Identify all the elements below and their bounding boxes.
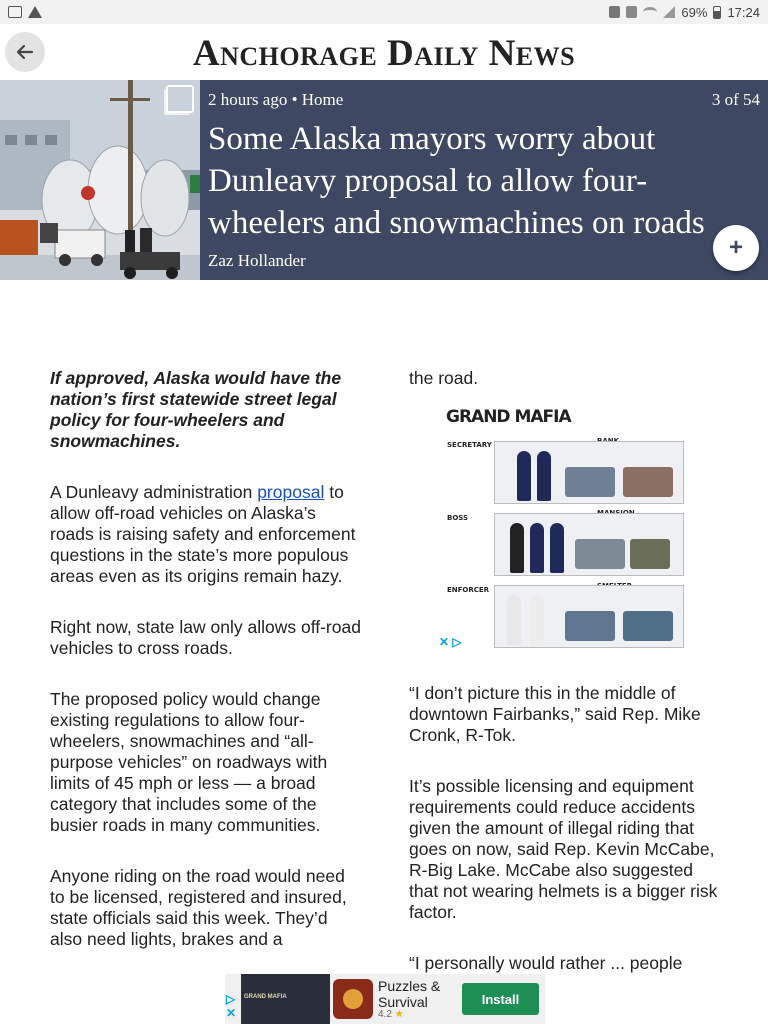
banner-thumbnail	[241, 974, 330, 1024]
ad-figure	[530, 523, 544, 573]
ad-figure	[550, 523, 564, 573]
ad-building	[565, 467, 615, 497]
byline: Zaz Hollander	[208, 251, 306, 270]
status-bar-left	[8, 6, 42, 18]
clock: 17:24	[727, 4, 760, 20]
ad-building	[623, 611, 673, 641]
app-header	[0, 24, 768, 80]
gallery-notification-icon	[8, 6, 22, 18]
article-paragraph: It’s possible licensing and equipment requirements could reduce accidents given the amount of illegal riding that goes on now, said Rep. Kevin McCabe, R-Big Lake. McCabe also suggested that not wearing helmets is a bigger risk factor.	[409, 776, 718, 922]
headline-line: wheelers and snowmachines on roads	[208, 205, 705, 241]
close-icon[interactable]: ✕	[226, 1006, 237, 1020]
star-icon: ★	[394, 1009, 404, 1020]
paragraph-text: A Dunleavy administration	[50, 482, 258, 502]
sim-icon	[609, 6, 620, 18]
article-paragraph: Right now, state law only allows off-road vehicles to cross roads.	[50, 617, 361, 658]
ad-panel	[494, 513, 684, 576]
ad-figure	[507, 595, 521, 645]
article-paragraph: “I don’t picture this in the middle of downtown Fairbanks,” said Rep. Mike Cronk, R-Tok.	[409, 683, 701, 745]
play-icon: ▷	[226, 992, 236, 1006]
ad-panel	[494, 441, 684, 504]
ad-building	[575, 539, 625, 569]
signal-icon	[663, 6, 675, 18]
article-column-right	[409, 368, 719, 1004]
banner-ad[interactable]	[225, 974, 545, 1024]
wifi-icon	[643, 7, 657, 17]
ad-building	[630, 539, 670, 569]
article-intro: If approved, Alaska would have the nation’s first statewide street legal policy for four-wheelers and snowmachines.	[50, 368, 342, 451]
arrow-left-icon	[15, 42, 35, 62]
ad-label: ENFORCER	[447, 586, 490, 594]
battery-percent: 69%	[681, 4, 708, 20]
headline-line: Some Alaska mayors worry about	[208, 121, 656, 157]
ad-figure	[537, 451, 551, 501]
mute-icon	[626, 6, 637, 18]
ad-panel	[494, 585, 684, 648]
add-button[interactable]: +	[713, 225, 759, 271]
article-hero	[0, 80, 768, 280]
ad-title: GRAND MAFIA	[446, 407, 571, 427]
headline	[208, 118, 760, 244]
masthead-logo: Anchorage Daily News	[192, 33, 576, 74]
back-button[interactable]	[5, 32, 45, 72]
article-paragraph: Anyone riding on the road would need to be licensed, registered and insured, state officials said this week. They’d also need lights, brakes and a	[50, 866, 347, 949]
install-button[interactable]: Install	[462, 983, 539, 1015]
article-paragraph	[50, 482, 362, 587]
article-column-left	[50, 368, 362, 980]
app-name	[378, 978, 440, 1010]
ad-label: BOSS	[447, 514, 469, 522]
hero-photo[interactable]	[0, 80, 200, 280]
gallery-count: 3 of 54	[711, 90, 760, 109]
rating-value: 4.2	[378, 1009, 392, 1020]
article-paragraph: The proposed policy would change existing regulations to allow four-wheelers, snowmachines and “all-purpose vehicles” on roadways with limits of 45 mph or less — a broad category that includes some of the busier roads in many communities.	[50, 689, 328, 835]
proposal-link[interactable]: proposal	[257, 482, 325, 502]
ad-figure	[530, 595, 544, 645]
article-paragraph: the road.	[409, 368, 479, 388]
app-name-line: Survival	[378, 994, 428, 1010]
status-bar-right	[609, 5, 760, 20]
battery-icon	[713, 6, 721, 19]
status-bar	[0, 0, 768, 24]
warning-notification-icon	[28, 6, 42, 18]
app-rating	[378, 1009, 404, 1020]
display-ad[interactable]	[439, 403, 689, 653]
article-meta: 2 hours ago • Home	[208, 90, 344, 109]
ad-figure	[517, 451, 531, 501]
ad-figure	[510, 523, 524, 573]
app-icon	[333, 979, 373, 1019]
banner-thumbnail-text: GRAND MAFIA	[244, 994, 287, 1000]
ad-choices-icon[interactable]	[226, 992, 236, 1020]
gallery-icon[interactable]	[166, 85, 194, 113]
app-name-line: Puzzles &	[378, 978, 441, 994]
headline-line: Dunleavy proposal to allow four-	[208, 163, 648, 199]
article-paragraph: “I personally would rather ... people	[409, 953, 683, 973]
paragraph-text: to allow off-road vehicles on Alaska’s roads is raising safety and enforcement questions in the state’s more populous areas even as its origins remain hazy.	[50, 482, 356, 586]
ad-building	[623, 467, 673, 497]
ad-label: SECRETARY	[447, 441, 492, 449]
ad-building	[565, 611, 615, 641]
ad-choices-icon[interactable]: ✕ ▷	[439, 635, 462, 649]
